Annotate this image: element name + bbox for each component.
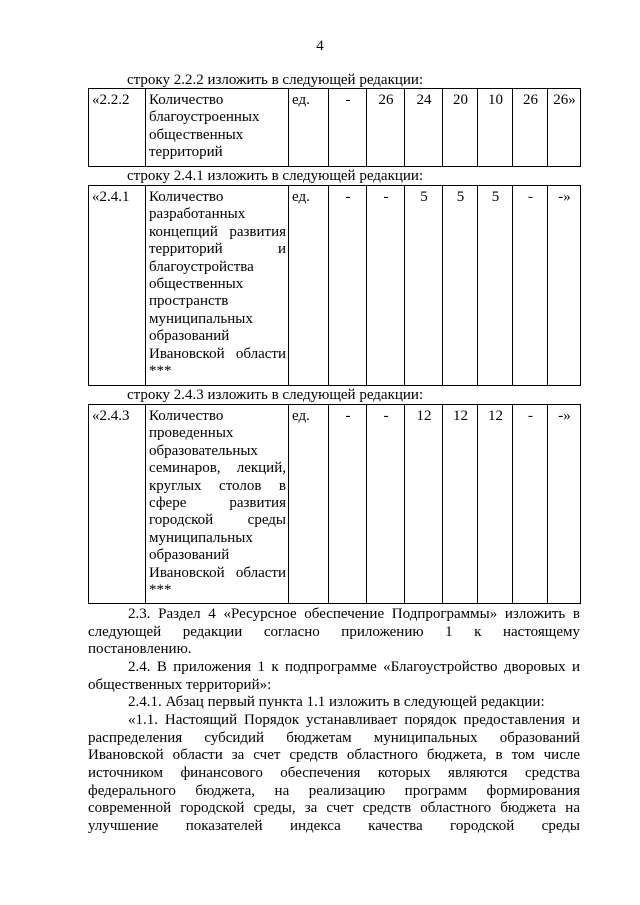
value-cell: 12 (478, 405, 513, 604)
row-number: «2.4.1 (89, 186, 146, 386)
paragraph-1-1-quote (88, 712, 580, 836)
indicator-name: Количество проведенных образовательных семинаров, лекций, круглых столов в сфере развития городской среды муниципальных образований Ивановской области *** (146, 405, 289, 604)
table-row (89, 89, 581, 167)
value-cell: 26 (513, 89, 548, 167)
value-cell: 5 (478, 186, 513, 386)
indicator-name: Количество благоустроенных общественных территорий (146, 89, 289, 167)
table-row (89, 405, 581, 604)
paragraph-line: источником финансового обеспечения которых являются средства (88, 765, 580, 782)
value-cell: 20 (443, 89, 478, 167)
paragraph-line: 2.4. В приложения 1 к подпрограмме «Благоустройство дворовых и (128, 659, 580, 675)
value-cell: - (367, 405, 405, 604)
value-cell: -» (548, 186, 581, 386)
paragraph-2-4 (88, 659, 580, 694)
block-intro: строку 2.4.3 изложить в следующей редакции: (127, 387, 424, 403)
paragraph-line: Ивановской области за счет средств областного бюджета, в том числе (88, 747, 580, 764)
paragraph-line: улучшение показателей индекса качества городской среды (88, 818, 580, 835)
value-cell: 5 (405, 186, 443, 386)
block-intro: строку 2.4.1 изложить в следующей редакции: (127, 168, 424, 184)
value-cell: 5 (443, 186, 478, 386)
paragraph-2-3 (88, 606, 580, 659)
unit: ед. (289, 186, 329, 386)
indicator-table-row-2-4-3 (88, 404, 581, 604)
value-cell: 10 (478, 89, 513, 167)
paragraph-line: 2.3. Раздел 4 «Ресурсное обеспечение Подпрограммы» изложить в (128, 606, 580, 622)
value-cell: 12 (443, 405, 478, 604)
value-cell: 26 (367, 89, 405, 167)
paragraph-line: 2.4.1. Абзац первый пункта 1.1 изложить в следующей редакции: (128, 694, 545, 710)
value-cell: - (513, 186, 548, 386)
indicator-table-row-2-4-1 (88, 185, 581, 386)
value-cell: 12 (405, 405, 443, 604)
value-cell: -» (548, 405, 581, 604)
value-cell: - (329, 89, 367, 167)
indicator-name: Количество разработанных концепций развития территорий и благоустройства общественных пространств муниципальных образований Ивановской области *** (146, 186, 289, 386)
paragraph-line: «1.1. Настоящий Порядок устанавливает порядок предоставления и (128, 712, 580, 728)
row-number: «2.4.3 (89, 405, 146, 604)
page-number: 4 (316, 38, 324, 54)
paragraph-line: общественных территорий»: (88, 676, 272, 693)
table-row (89, 186, 581, 386)
value-cell: 24 (405, 89, 443, 167)
row-number: «2.2.2 (89, 89, 146, 167)
unit: ед. (289, 405, 329, 604)
paragraph-line: федерального бюджета, на реализацию программ формирования (88, 782, 580, 799)
paragraph-line: следующей редакции согласно приложению 1 к настоящему (88, 623, 580, 640)
value-cell: - (367, 186, 405, 386)
block-intro: строку 2.2.2 изложить в следующей редакции: (127, 72, 424, 88)
value-cell: - (329, 405, 367, 604)
value-cell: - (513, 405, 548, 604)
paragraph-line: современной городской среды, за счет средств областного бюджета на (88, 800, 580, 817)
paragraph-line: распределения субсидий бюджетам муниципальных образований (88, 729, 580, 746)
paragraph-line: постановлению. (88, 641, 192, 658)
unit: ед. (289, 89, 329, 167)
value-cell: - (329, 186, 367, 386)
value-cell: 26» (548, 89, 581, 167)
indicator-table-row-2-2-2 (88, 88, 581, 167)
paragraph-2-4-1 (88, 694, 580, 712)
